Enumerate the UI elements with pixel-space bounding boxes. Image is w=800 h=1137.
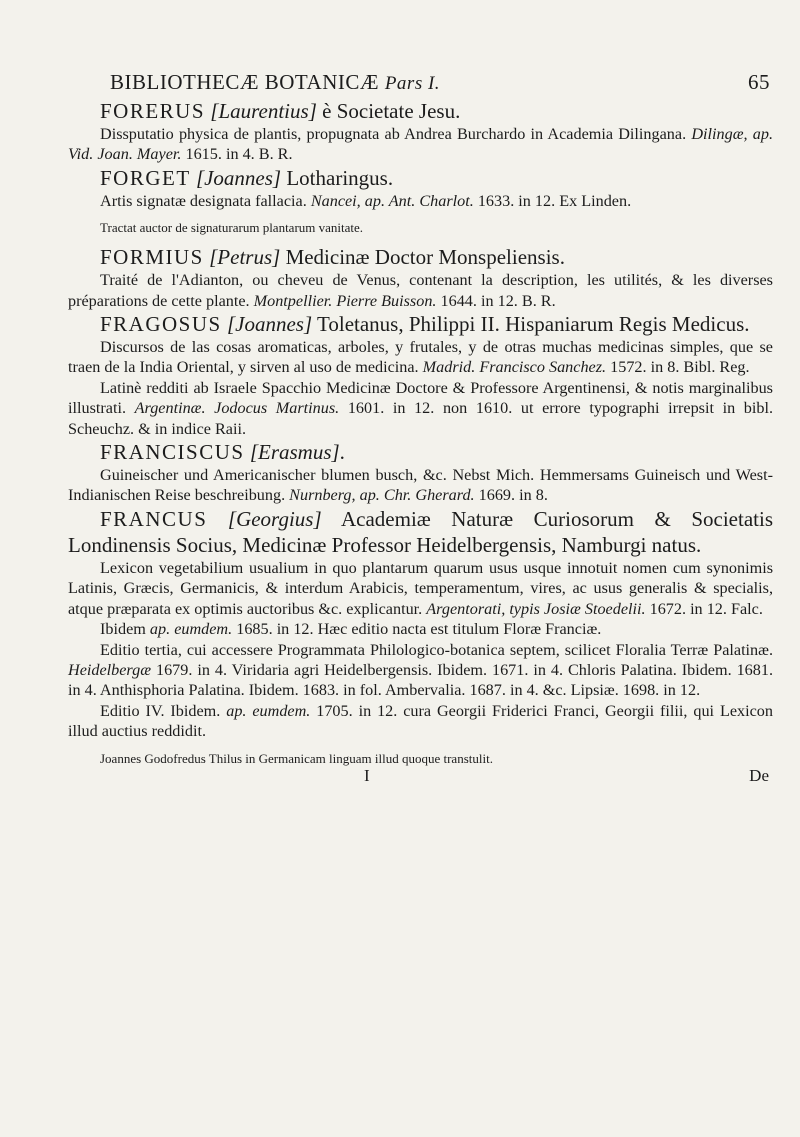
entry-heading: FRAGOSUS [Joannes] Toletanus, Philippi II. Hispaniarum Regis Medicus. [100,312,750,337]
entry-note: Tractat auctor de signaturarum plantarum vanitate. [100,220,364,236]
entry-text: Dissputatio physica de plantis, propugnata ab Andrea Burchardo in Academia Dilingana. Dilingæ, ap. Vid. Joan. Mayer. 1615. in 4. B. R. [68,125,773,164]
entry-heading: FORMIUS [Petrus] Medicinæ Doctor Monspeliensis. [100,245,565,270]
running-title: BIBLIOTHECÆ BOTANICÆ Pars I. [110,70,441,94]
catchword: De [749,765,769,785]
entry-text: Traité de l'Adianton, ou cheveu de Venus, contenant la description, les utilités, & les diverses préparations de cette plante. Montpellier. Pierre Buisson. 1644. in 12. B. R. [68,271,773,310]
page-footer [68,767,773,785]
page-body [68,98,773,785]
entry-heading: FORERUS [Laurentius] è Societate Jesu. [100,99,461,123]
entry-text: Guineischer und Americanischer blumen busch, &c. Nebst Mich. Hemmersams Guineisch und West-Indianischen Reise beschreibung. Nurnberg, ap. Chr. Gherard. 1669. in 8. [68,466,773,505]
entry-text: Discursos de las cosas aromaticas, arboles, y frutales, y de otras muchas medicinas simples, que se traen de la India Oriental, y sirven al uso de medicina. Madrid. Francisco Sanchez. 1572. in 8. Bibl. Reg. [68,338,773,377]
signature-mark: I [364,765,370,785]
entry-text: Latinè redditi ab Israele Spacchio Medicinæ Doctore & Professore Argentinensi, & notis marginalibus illustrati. Argentinæ. Jodocus Martinus. 1601. in 12. non 1610. ut errore typographi irrepsit in bibl. Scheuchz. & in indice Raii. [68,378,774,438]
entry-text: Editio tertia, cui accessere Programmata Philologico-botanica septem, scilicet Floralia Terræ Palatinæ. Heidelbergæ 1679. in 4. Viridaria agri Heidelbergensis. Ibidem. 1671. in 4. Chloris Palatina. Ibidem. 1681. in 4. Anthisphoria Palatina. Ibidem. 1683. in fol. Ambervalia. 1687. in 4. &c. Lipsiæ. 1698. in 12. [68,640,773,700]
page-number: 65 [748,70,770,94]
entry-text: Artis signatæ designata fallacia. Nancei, ap. Ant. Charlot. 1633. in 12. Ex Linden. [100,191,632,210]
entry-heading: FRANCUS [Georgius] Academiæ Naturæ Curiosorum & Societatis Londinensis Socius, Medicinæ Professor Heidelbergensis, Namburgi natus. [68,506,773,557]
entry-text: Ibidem ap. eumdem. 1685. in 12. Hæc editio nacta est titulum Floræ Franciæ. [100,620,602,639]
entry-heading: FORGET [Joannes] Lotharingus. [100,165,394,190]
entry-note: Joannes Godofredus Thilus in Germanicam linguam illud quoque transtulit. [100,750,493,766]
entry-text: Editio IV. Ibidem. ap. eumdem. 1705. in 12. cura Georgii Friderici Franci, Georgii filii, qui Lexicon illud auctius reddidit. [68,701,773,741]
entry-heading: FRANCISCUS [Erasmus]. [100,440,345,465]
entry-text: Lexicon vegetabilium usualium in quo plantarum quarum usus usque innotuit nomen cum synonimis Latinis, Græcis, Germanicis, & interdum Arabicis, temperamentum, vires, ac usus generalis & specialis, atque præparata ex optimis auctoribus &c. explicantur. Argentorati, typis Josiæ Stoedelii. 1672. in 12. Falc. [68,558,773,618]
